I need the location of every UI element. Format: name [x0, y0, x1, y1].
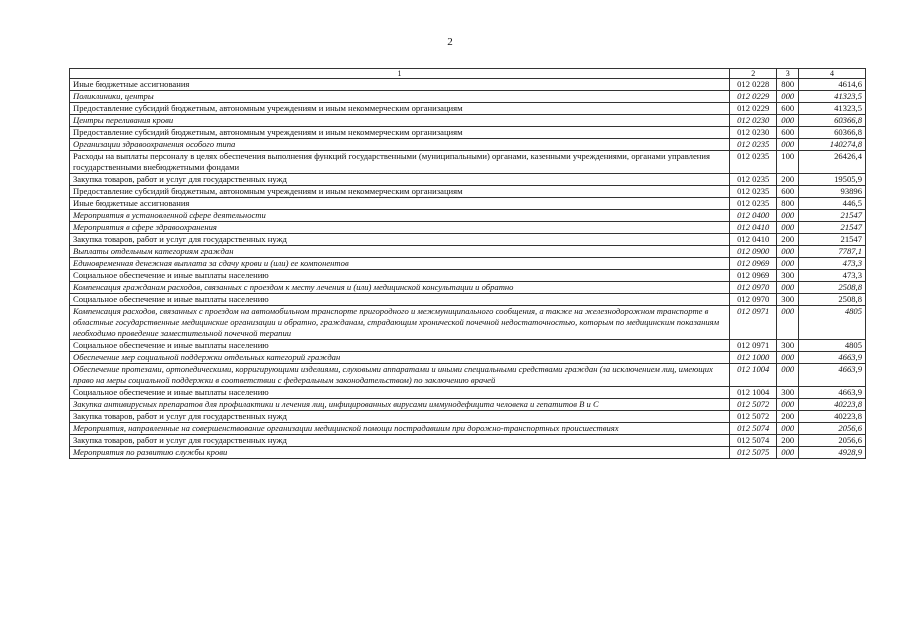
table-row [70, 174, 866, 186]
table-row [70, 294, 866, 306]
table-row [70, 79, 866, 91]
row-code: 012 0235 [730, 174, 777, 186]
row-code: 012 0230 [730, 115, 777, 127]
row-amount: 40223,8 [799, 411, 866, 423]
header-col-3: 3 [777, 69, 799, 79]
row-type: 200 [777, 234, 799, 246]
table-row [70, 139, 866, 151]
table-row [70, 91, 866, 103]
row-code: 012 0230 [730, 127, 777, 139]
row-amount: 4805 [799, 340, 866, 352]
row-code: 012 0235 [730, 139, 777, 151]
row-description: Закупка товаров, работ и услуг для государственных нужд [70, 411, 730, 423]
table-row [70, 234, 866, 246]
row-description: Поликлиники, центры [70, 91, 730, 103]
table-row [70, 352, 866, 364]
row-code: 012 0969 [730, 258, 777, 270]
row-amount: 26426,4 [799, 151, 866, 174]
row-description: Мероприятия по развитию службы крови [70, 447, 730, 459]
row-type: 000 [777, 246, 799, 258]
table-row [70, 340, 866, 352]
row-amount: 4663,9 [799, 364, 866, 387]
row-description: Выплаты отдельным категориям граждан [70, 246, 730, 258]
row-description: Организации здравоохранения особого типа [70, 139, 730, 151]
row-code: 012 0400 [730, 210, 777, 222]
row-description: Закупка товаров, работ и услуг для государственных нужд [70, 234, 730, 246]
row-amount: 4614,6 [799, 79, 866, 91]
row-code: 012 0971 [730, 306, 777, 340]
row-type: 300 [777, 387, 799, 399]
row-amount: 4663,9 [799, 352, 866, 364]
row-description: Закупка товаров, работ и услуг для государственных нужд [70, 435, 730, 447]
row-type: 600 [777, 103, 799, 115]
row-type: 000 [777, 210, 799, 222]
header-col-4: 4 [799, 69, 866, 79]
row-type: 000 [777, 364, 799, 387]
row-code: 012 0410 [730, 222, 777, 234]
row-code: 012 0970 [730, 294, 777, 306]
row-code: 012 0969 [730, 270, 777, 282]
row-amount: 21547 [799, 222, 866, 234]
row-type: 000 [777, 423, 799, 435]
row-amount: 4663,9 [799, 387, 866, 399]
row-code: 012 1004 [730, 387, 777, 399]
row-code: 012 0229 [730, 91, 777, 103]
row-code: 012 0235 [730, 198, 777, 210]
table-row [70, 270, 866, 282]
table-row [70, 151, 866, 174]
row-type: 600 [777, 127, 799, 139]
row-amount: 41323,5 [799, 103, 866, 115]
row-amount: 473,3 [799, 258, 866, 270]
row-amount: 7787,1 [799, 246, 866, 258]
row-amount: 2056,6 [799, 423, 866, 435]
row-amount: 93896 [799, 186, 866, 198]
row-amount: 40223,8 [799, 399, 866, 411]
row-description: Мероприятия в установленной сфере деятельности [70, 210, 730, 222]
row-amount: 446,5 [799, 198, 866, 210]
row-amount: 4928,9 [799, 447, 866, 459]
row-amount: 21547 [799, 234, 866, 246]
row-code: 012 5074 [730, 435, 777, 447]
row-description: Социальное обеспечение и иные выплаты населению [70, 340, 730, 352]
row-description: Расходы на выплаты персоналу в целях обеспечения выполнения функций государственными (муниципальными) органами, казенными учреждениями, органами управления государственными внебюджетными фондами [70, 151, 730, 174]
row-code: 012 5075 [730, 447, 777, 459]
row-type: 800 [777, 79, 799, 91]
row-description: Социальное обеспечение и иные выплаты населению [70, 294, 730, 306]
row-type: 600 [777, 186, 799, 198]
row-description: Компенсация расходов, связанных с проездом на автомобильном транспорте пригородного и межмуниципального сообщения, а также на железнодорожном транспорте в областные государственные медицинские организации и обратно, гражданам, страдающим хронической почечной недостаточностью, которым по медицинским показаниям необходимо проведение заместительной почечной терапии [70, 306, 730, 340]
row-type: 000 [777, 91, 799, 103]
row-description: Закупка антивирусных препаратов для профилактики и лечения лиц, инфицированных вирусами иммунодефицита человека и гепатитов В и С [70, 399, 730, 411]
row-type: 100 [777, 151, 799, 174]
row-type: 300 [777, 270, 799, 282]
row-type: 300 [777, 294, 799, 306]
row-type: 000 [777, 447, 799, 459]
row-amount: 21547 [799, 210, 866, 222]
row-description: Компенсация гражданам расходов, связанных с проездом к месту лечения и (или) медицинской консультации и обратно [70, 282, 730, 294]
header-col-1: 1 [70, 69, 730, 79]
page-number: 2 [447, 36, 453, 48]
budget-table [69, 68, 866, 459]
row-code: 012 0971 [730, 340, 777, 352]
row-type: 800 [777, 198, 799, 210]
row-type: 000 [777, 139, 799, 151]
table-row [70, 103, 866, 115]
row-code: 012 0970 [730, 282, 777, 294]
table-row [70, 423, 866, 435]
row-type: 200 [777, 435, 799, 447]
row-amount: 2056,6 [799, 435, 866, 447]
row-amount: 60366,8 [799, 127, 866, 139]
row-code: 012 5074 [730, 423, 777, 435]
row-type: 000 [777, 258, 799, 270]
table-header-row [70, 69, 866, 79]
row-type: 000 [777, 222, 799, 234]
row-code: 012 0228 [730, 79, 777, 91]
row-description: Мероприятия, направленные на совершенствование организации медицинской помощи пострадавшим при дорожно-транспортных происшествиях [70, 423, 730, 435]
table-row [70, 306, 866, 340]
row-description: Мероприятия в сфере здравоохранения [70, 222, 730, 234]
table-row [70, 222, 866, 234]
table-row [70, 447, 866, 459]
row-amount: 19505,9 [799, 174, 866, 186]
row-type: 000 [777, 399, 799, 411]
row-description: Социальное обеспечение и иные выплаты населению [70, 387, 730, 399]
row-code: 012 0410 [730, 234, 777, 246]
table-row [70, 127, 866, 139]
row-code: 012 0900 [730, 246, 777, 258]
row-code: 012 0235 [730, 186, 777, 198]
row-type: 300 [777, 340, 799, 352]
table-row [70, 186, 866, 198]
row-description: Предоставление субсидий бюджетным, автономным учреждениям и иным некоммерческим организациям [70, 103, 730, 115]
row-type: 000 [777, 115, 799, 127]
row-description: Обеспечение протезами, ортопедическими, корригирующими изделиями, слуховыми аппаратами и иными специальными средствами граждан (за исключением лиц, имеющих право на меры социальной поддержки в соответствии с федеральным законодательством) по заключению врачей [70, 364, 730, 387]
table-row [70, 115, 866, 127]
row-amount: 41323,5 [799, 91, 866, 103]
row-description: Единовременная денежная выплата за сдачу крови и (или) ее компонентов [70, 258, 730, 270]
row-code: 012 0235 [730, 151, 777, 174]
table-row [70, 258, 866, 270]
row-amount: 60366,8 [799, 115, 866, 127]
row-description: Предоставление субсидий бюджетным, автономным учреждениям и иным некоммерческим организациям [70, 186, 730, 198]
table-row [70, 399, 866, 411]
row-amount: 2508,8 [799, 282, 866, 294]
table-row [70, 435, 866, 447]
row-code: 012 0229 [730, 103, 777, 115]
row-amount: 473,3 [799, 270, 866, 282]
header-col-2: 2 [730, 69, 777, 79]
row-type: 000 [777, 282, 799, 294]
row-type: 200 [777, 411, 799, 423]
row-type: 000 [777, 306, 799, 340]
row-description: Социальное обеспечение и иные выплаты населению [70, 270, 730, 282]
table-row [70, 411, 866, 423]
row-code: 012 1004 [730, 364, 777, 387]
row-code: 012 5072 [730, 411, 777, 423]
table-row [70, 210, 866, 222]
row-description: Закупка товаров, работ и услуг для государственных нужд [70, 174, 730, 186]
row-code: 012 1000 [730, 352, 777, 364]
table-row [70, 387, 866, 399]
row-description: Иные бюджетные ассигнования [70, 198, 730, 210]
row-description: Предоставление субсидий бюджетным, автономным учреждениям и иным некоммерческим организациям [70, 127, 730, 139]
row-amount: 2508,8 [799, 294, 866, 306]
row-amount: 140274,8 [799, 139, 866, 151]
row-type: 200 [777, 174, 799, 186]
row-description: Обеспечение мер социальной поддержки отдельных категорий граждан [70, 352, 730, 364]
row-amount: 4805 [799, 306, 866, 340]
table-row [70, 198, 866, 210]
row-type: 000 [777, 352, 799, 364]
table-row [70, 364, 866, 387]
table-row [70, 246, 866, 258]
table-row [70, 282, 866, 294]
row-description: Иные бюджетные ассигнования [70, 79, 730, 91]
row-code: 012 5072 [730, 399, 777, 411]
row-description: Центры переливания крови [70, 115, 730, 127]
